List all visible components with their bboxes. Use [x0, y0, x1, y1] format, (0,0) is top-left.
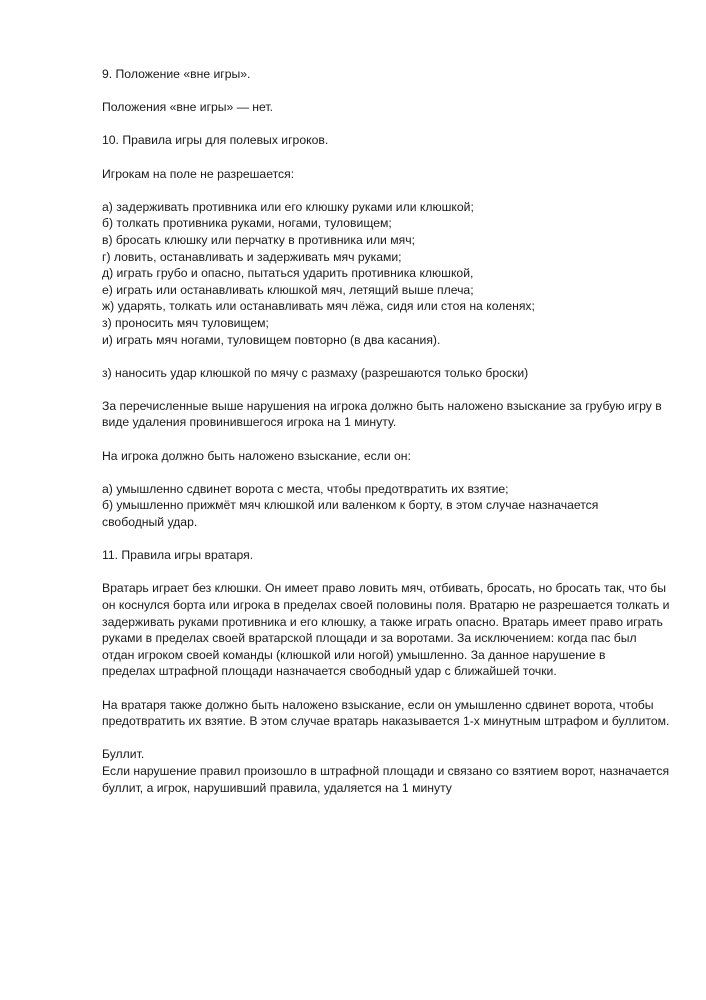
bullit-heading: Буллит.: [102, 747, 145, 762]
list-item: в) бросать клюшку или перчатку в противника или мяч;: [102, 232, 415, 247]
paragraph-line: буллит, а игрок, нарушивший правила, удаляется на 1 минуту: [102, 780, 452, 795]
section-11-text: [102, 580, 670, 680]
section-10-intro: Игрокам на поле не разрешается:: [102, 166, 295, 181]
list-item: д) играть грубо и опасно, пытаться ударить противника клюшкой,: [102, 266, 474, 281]
list-item: и) играть мяч ногами, туловищем повторно (в два касания).: [102, 332, 441, 347]
paragraph-line: отдан игроком своей команды (клюшкой или ногой) умышленно. За данное нарушение в: [102, 647, 606, 662]
list-item: б) толкать противника руками, ногами, туловищем;: [102, 216, 392, 231]
section-10-penalty: [102, 398, 662, 431]
section-9-heading: 9. Положение «вне игры».: [102, 67, 251, 81]
paragraph-line: предотвратить их взятие. В этом случае вратарь наказывается 1-х минутным штрафом и буллитом.: [102, 714, 670, 729]
paragraph-line: руками в пределах своей вратарской площади и за воротами. За исключением: когда пас был: [102, 631, 637, 646]
list-item: а) умышленно сдвинет ворота с места, чтобы предотвратить их взятие;: [102, 481, 509, 496]
paragraph-line: Если нарушение правил произошло в штрафной площади и связано со взятием ворот, назначается: [102, 763, 670, 778]
paragraph-line: виде удаления провинившегося игрока на 1 минуту.: [102, 415, 397, 430]
section-10-penalty2-list: [102, 481, 622, 531]
list-item: з) проносить мяч туловищем;: [102, 315, 269, 330]
section-11-heading: 11. Правила игры вратаря.: [102, 548, 254, 563]
section-10-list: [102, 199, 622, 348]
section-10-extra: з) наносить удар клюшкой по мячу с размаху (разрешаются только броски): [102, 365, 529, 380]
section-10-penalty2-intro: На игрока должно быть наложено взыскание, если он:: [102, 448, 411, 463]
section-9-text: Положения «вне игры» — нет.: [102, 100, 274, 115]
paragraph-line: На вратаря также должно быть наложено взыскание, если он умышленно сдвинет ворота, чтобы: [102, 697, 654, 712]
paragraph-line: пределах штрафной площади назначается свободный удар с ближайшей точки.: [102, 664, 557, 679]
list-item: свободный удар.: [102, 515, 198, 530]
list-item: б) умышленно прижмёт мяч клюшкой или валенком к борту, в этом случае назначается: [102, 498, 599, 513]
document-body: [102, 66, 670, 813]
list-item: г) ловить, останавливать и задерживать мяч руками;: [102, 249, 402, 264]
paragraph-line: За перечисленные выше нарушения на игрока должно быть наложено взыскание за грубую игру в: [102, 398, 662, 413]
paragraph-line: задерживать руками противника и его клюшку, а также играть опасно. Вратарь имеет право играть: [102, 614, 663, 629]
list-item: а) задерживать противника или его клюшку руками или клюшкой;: [102, 199, 474, 214]
section-11-text2: [102, 697, 670, 730]
list-item: ж) ударять, толкать или останавливать мяч лёжа, сидя или стоя на коленях;: [102, 299, 535, 314]
list-item: е) играть или останавливать клюшкой мяч, летящий выше плеча;: [102, 282, 474, 297]
paragraph-line: Вратарь играет без клюшки. Он имеет право ловить мяч, отбивать, бросать, но бросать так, что бы: [102, 581, 666, 596]
section-10-heading: 10. Правила игры для полевых игроков.: [102, 133, 329, 148]
bullit-section: [102, 746, 670, 796]
paragraph-line: он коснулся борта или игрока в пределах своей половины поля. Вратарю не разрешается толкать и: [102, 598, 670, 612]
